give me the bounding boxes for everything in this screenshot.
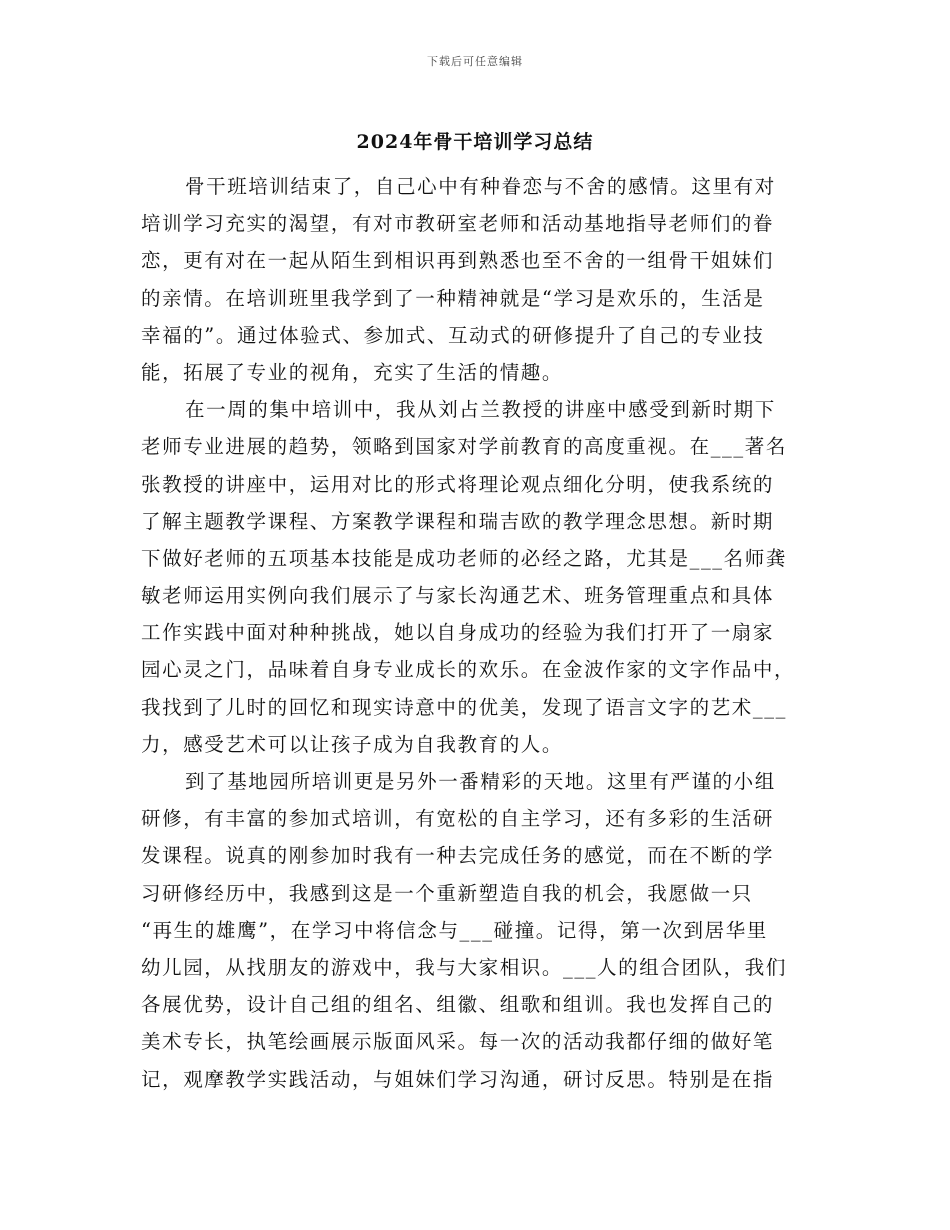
text-line: 幼儿园，从找朋友的游戏中，我与大家相识。___人的组合团队，我们: [141, 955, 787, 979]
text-line: 我找到了儿时的回忆和现实诗意中的优美，发现了语言文字的艺术___: [141, 695, 787, 719]
text-line: 各展优势，设计自己组的组名、组徽、组歌和组训。我也发挥自己的: [141, 993, 775, 1017]
text-line: 记，观摩教学实践活动，与姐妹们学习沟通，研讨反思。特别是在指: [141, 1067, 775, 1091]
text-line: 培训学习充实的渴望，有对市教研室老师和活动基地指导老师们的眷: [141, 212, 775, 236]
text-line: 骨干班培训结束了，自己心中有种眷恋与不舍的感情。这里有对: [185, 175, 776, 198]
text-line: 敏老师运用实例向我们展示了与家长沟通艺术、班务管理重点和具体: [141, 584, 775, 608]
document-title: 2024年骨干培训学习总结: [356, 131, 594, 153]
text-line: 在一周的集中培训中，我从刘占兰教授的讲座中感受到新时期下: [185, 398, 776, 422]
document-body: [141, 168, 831, 1098]
text-line: 工作实践中面对种种挑战，她以自身成功的经验为我们打开了一扇家: [141, 621, 775, 645]
text-line: 了解主题教学课程、方案教学课程和瑞吉欧的教学理念思想。新时期: [141, 509, 775, 533]
text-line: 园心灵之门，品味着自身专业成长的欢乐。在金波作家的文字作品中，: [141, 658, 796, 682]
text-line: 能，拓展了专业的视角，充实了生活的情趣。: [141, 360, 564, 384]
text-line: 习研修经历中，我感到这是一个重新塑造自我的机会，我愿做一只: [141, 881, 753, 905]
text-line: 发课程。说真的刚参加时我有一种去完成任务的感觉，而在不断的学: [141, 844, 775, 868]
text-line: 到了基地园所培训更是另外一番精彩的天地。这里有严谨的小组: [185, 770, 776, 793]
text-line: 的亲情。在培训班里我学到了一种精神就是“学习是欢乐的，生活是: [141, 286, 765, 310]
text-line: 美术专长，执笔绘画展示版面风采。每一次的活动我都仔细的做好笔: [141, 1030, 775, 1054]
text-line: 力，感受艺术可以让孩子成为自我教育的人。: [141, 732, 564, 756]
paragraph: [141, 763, 831, 1098]
text-line: 下做好老师的五项基本技能是成功老师的必经之路，尤其是___名师龚: [141, 546, 787, 570]
text-line: 恋，更有对在一起从陌生到相识再到熟悉也至不舍的一组骨干姐妹们: [141, 249, 775, 273]
text-line: “再生的雄鹰”，在学习中将信念与___碰撞。记得，第一次到居华里: [141, 918, 768, 942]
paragraph: [141, 168, 831, 391]
text-line: 研修，有丰富的参加式培训，有宽松的自主学习，还有多彩的生活研: [141, 807, 775, 831]
text-line: 张教授的讲座中，运用对比的形式将理论观点细化分明，使我系统的: [141, 472, 775, 496]
paragraph: [141, 391, 831, 763]
header-note: 下载后可任意编辑: [427, 55, 523, 68]
text-line: 幸福的”。通过体验式、参加式、互动式的研修提升了自己的专业技: [141, 323, 765, 347]
text-line: 老师专业进展的趋势，领略到国家对学前教育的高度重视。在___著名: [141, 435, 787, 459]
